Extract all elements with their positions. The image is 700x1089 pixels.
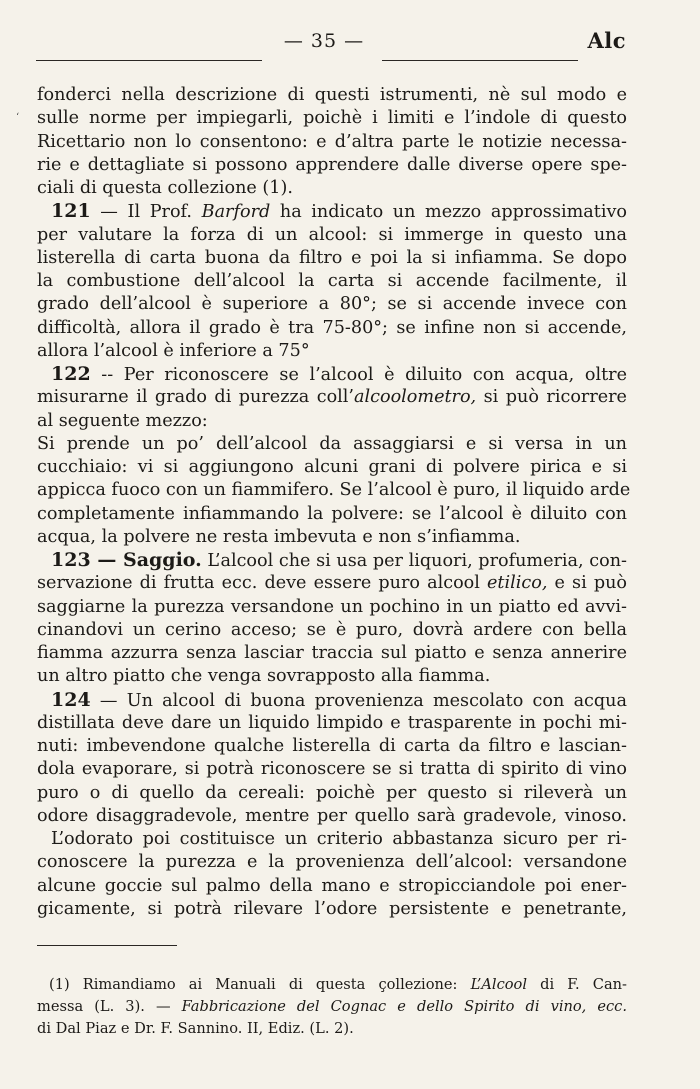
page-number: — 35 — bbox=[283, 30, 365, 52]
text-line: difficoltà, allora il grado è tra 75-80°; se infine non si accende, bbox=[37, 317, 627, 338]
text-line: per valutare la forza di un alcool: si immerge in questo una bbox=[37, 224, 627, 245]
footnote-rule bbox=[37, 945, 177, 946]
header-rule-left bbox=[36, 60, 262, 61]
text-line: ciali di questa collezione (1). bbox=[37, 178, 293, 198]
section-number-121: 121 bbox=[51, 200, 91, 223]
text-line: puro o di quello da cereali: poichè per questo si rileverà un bbox=[37, 782, 627, 803]
paragraph-123-first-line: 123 — Saggio. L’alcool che si usa per liquori, profumeria, con- bbox=[51, 549, 627, 571]
italic-term: etilico, bbox=[487, 573, 548, 594]
footnote-line: messa (L. 3). — Fabbricazione del Cognac e dello Spirito di vino, ecc. bbox=[37, 998, 627, 1015]
paragraph-122-first-line: 122 -- Per riconoscere se l’alcool è diluito con acqua, oltre bbox=[51, 363, 627, 385]
text-line: un altro piatto che venga sovrapposto alla fiamma. bbox=[37, 666, 491, 687]
section-number-124: 124 bbox=[51, 688, 91, 711]
page-header bbox=[0, 26, 700, 60]
header-rule-right bbox=[382, 60, 578, 61]
footnote-line: di Dal Piaz e Dr. F. Sannino. II, Ediz. (L. 2). bbox=[37, 1020, 354, 1037]
text-line: odore disaggradevole, mentre per quello sarà gradevole, vinoso. bbox=[37, 805, 627, 826]
paragraph-121-first-line: 121 — Il Prof. Barford ha indicato un mezzo approssimativo bbox=[51, 200, 627, 223]
body-text bbox=[37, 84, 631, 921]
paragraph-124-first-line: 124 — Un alcool di buona provenienza mescolato con acqua bbox=[51, 688, 627, 711]
text-line: L’odorato poi costituisce un criterio abbastanza sicuro per ri- bbox=[51, 829, 627, 849]
text-line: sulle norme per impiegarli, poichè i limiti e l’indole di questo bbox=[37, 108, 627, 129]
section-title: — Saggio. bbox=[90, 549, 202, 571]
footnote bbox=[37, 974, 627, 1040]
section-number-122: 122 bbox=[51, 363, 91, 385]
text-line: Si prende un po’ dell’alcool da assaggiarsi e si versa in un bbox=[37, 433, 627, 454]
text-line: nuti: imbevendone qualche listerella di carta da filtro e lascian- bbox=[37, 736, 627, 756]
author-name: Barford bbox=[201, 202, 271, 223]
text-line: appicca fuoco con un fiammifero. Se l’alcool è puro, il liquido arde bbox=[37, 480, 631, 501]
text-line: distillata deve dare un liquido limpido e trasparente in pochi mi- bbox=[37, 712, 627, 733]
text-line: allora l’alcool è inferiore a 75° bbox=[37, 340, 310, 361]
text-line: listerella di carta buona da filtro e poi la si infiamma. Se dopo bbox=[37, 247, 627, 268]
book-title: L’Alcool bbox=[470, 976, 528, 993]
text-line: dola evaporare, si potrà riconoscere se si tratta di spirito di vino bbox=[37, 759, 627, 780]
text-line: fonderci nella descrizione di questi istrumenti, nè sul modo e bbox=[37, 85, 627, 105]
text-line: alcune goccie sul palmo della mano e stropicciandole poi ener- bbox=[37, 875, 627, 896]
section-number-123: 123 bbox=[51, 549, 91, 571]
text-line: la combustione dell’alcool la carta si accende facilmente, il bbox=[37, 271, 627, 291]
text-line: cinandovi un cerino acceso; se è puro, dovrà ardere con bella bbox=[37, 619, 627, 640]
text-line: completamente infiammando la polvere: se l’alcool è diluito con bbox=[37, 503, 627, 524]
italic-term: alcoolometro, bbox=[354, 387, 477, 408]
text-line: acqua, la polvere ne resta imbevuta e non s’infiamma. bbox=[37, 526, 521, 547]
footnote-line: (1) Rimandiamo ai Manuali di questa çollezione: L’Alcool di F. Can- bbox=[49, 976, 627, 993]
margin-mark: ‘ bbox=[16, 112, 20, 123]
book-title: Fabbricazione del Cognac e dello Spirito di vino, ecc. bbox=[181, 998, 627, 1015]
text-line: saggiarne la purezza versandone un pochino in un piatto ed avvi- bbox=[37, 596, 627, 617]
text-line: Ricettario non lo consentono: e d’altra parte le notizie necessa- bbox=[37, 131, 627, 152]
text-line: rie e dettagliate si possono apprendere dalle diverse opere spe- bbox=[37, 154, 627, 175]
text-line: misurarne il grado di purezza coll’alcoolometro, si può ricorrere bbox=[37, 387, 627, 408]
text-line: gicamente, si potrà rilevare l’odore persistente e penetrante, bbox=[37, 898, 627, 919]
text-line: fiamma azzurra senza lasciar traccia sul piatto e senza annerire bbox=[37, 643, 627, 663]
text-line: grado dell’alcool è superiore a 80°; se si accende invece con bbox=[37, 294, 627, 315]
text-line: servazione di frutta ecc. deve essere puro alcool etilico, e si può bbox=[37, 573, 628, 594]
running-head: Alc bbox=[587, 28, 626, 53]
text-line: al seguente mezzo: bbox=[37, 410, 208, 431]
text-line: conoscere la purezza e la provenienza dell’alcool: versandone bbox=[37, 852, 627, 873]
text-line: cucchiaio: vi si aggiungono alcuni grani di polvere pirica e si bbox=[37, 457, 627, 477]
